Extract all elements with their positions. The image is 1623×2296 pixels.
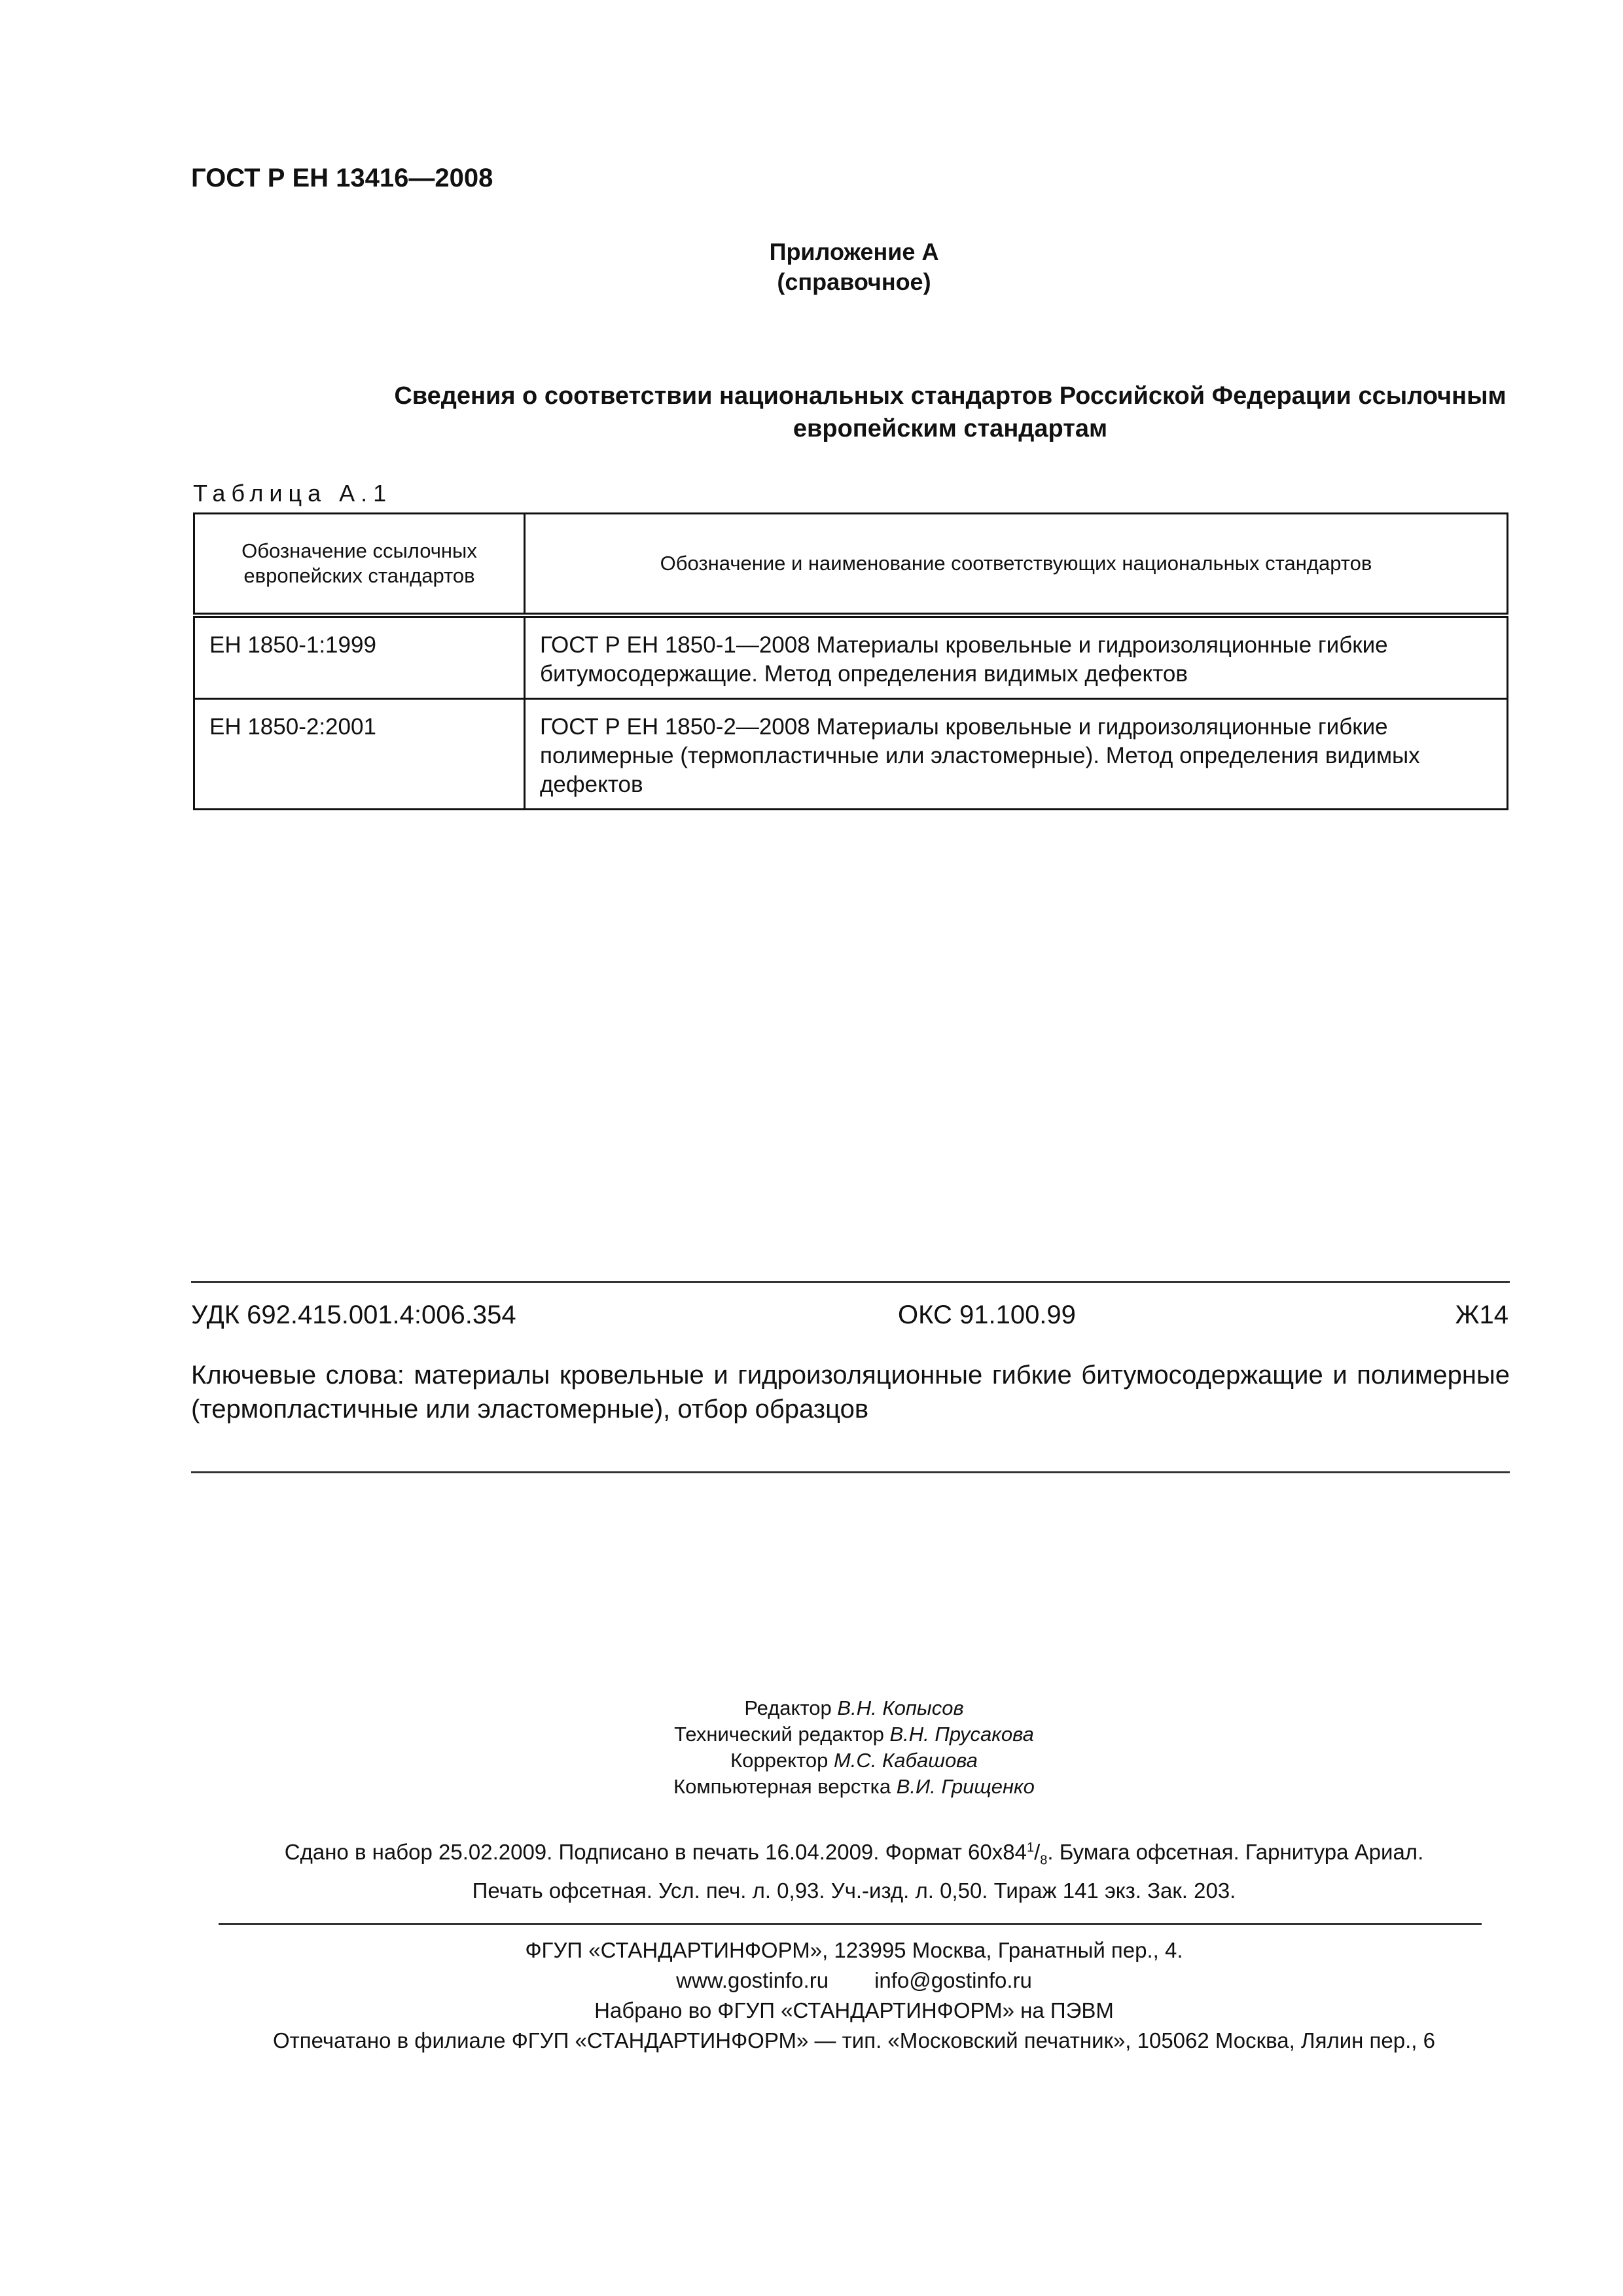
- print-info-line1: Сдано в набор 25.02.2009. Подписано в печать 16.04.2009. Формат $60х84^1/_8$. Бумага офсетная. Гарнитура Ариал.: [284, 1840, 1424, 1868]
- table-row: [194, 699, 1508, 810]
- publisher-block: [0, 1935, 1623, 2056]
- keywords: Ключевые слова: материалы кровельные и гидроизоляционные гибкие битумосодержащие и полимерные (термопластичные или эластомерные), отбор образцов: [191, 1361, 1510, 1424]
- national-standard-cell: ГОСТ Р ЕН 1850-1—2008 Материалы кровельные и гидроизоляционные гибкие битумосодержащие. Метод определения видимых дефектов: [525, 615, 1508, 699]
- print-info-line2: Печать офсетная. Усл. печ. л. 0,93. Уч.-изд. л. 0,50. Тираж 141 экз. Зак. 203.: [472, 1878, 1236, 1903]
- udk-code: УДК 692.415.001.4:006.354: [191, 1300, 516, 1329]
- section-title: [191, 380, 1623, 445]
- divider-publisher: [219, 1923, 1482, 1925]
- oks-code: ОКС 91.100.99: [898, 1300, 1076, 1329]
- standards-table: [193, 512, 1508, 810]
- section-title-line2: европейским стандартам: [793, 415, 1108, 442]
- section-title-line1: Сведения о соответствии национальных стандартов Российской Федерации ссылочным: [394, 382, 1507, 410]
- publisher-address: ФГУП «СТАНДАРТИНФОРМ», 123995 Москва, Гранатный пер., 4.: [525, 1938, 1183, 1962]
- tech-editor-line: Технический редактор В.Н. Прусакова: [674, 1723, 1034, 1746]
- ref-standard-cell: ЕН 1850-1:1999: [194, 615, 525, 699]
- website-link[interactable]: www.gostinfo.ru: [676, 1968, 829, 1992]
- typeset-line: Набрано во ФГУП «СТАНДАРТИНФОРМ» на ПЭВМ: [594, 1998, 1114, 2022]
- divider-top: [191, 1281, 1510, 1283]
- header-ref-standards: Обозначение ссылочных европейских стандартов: [194, 514, 525, 616]
- corrector-line: Корректор М.С. Кабашова: [730, 1749, 978, 1772]
- national-standard-cell: ГОСТ Р ЕН 1850-2—2008 Материалы кровельные и гидроизоляционные гибкие полимерные (термопластичные или эластомерные). Метод определения видимых дефектов: [525, 699, 1508, 810]
- editor-line: Редактор В.Н. Копысов: [744, 1696, 964, 1719]
- layout-name: В.И. Грищенко: [896, 1775, 1035, 1798]
- header-national-standards: Обозначение и наименование соответствующих национальных стандартов: [525, 514, 1508, 616]
- credits-block: [0, 1695, 1623, 1800]
- annex-heading: [0, 237, 1623, 297]
- publisher-contacts: [0, 1965, 1623, 1996]
- annex-title: Приложение А: [769, 238, 939, 265]
- email-link[interactable]: info@gostinfo.ru: [874, 1968, 1032, 1992]
- print-info: [0, 1833, 1623, 1906]
- editor-name: В.Н. Копысов: [837, 1696, 964, 1719]
- corrector-name: М.С. Кабашова: [833, 1749, 978, 1772]
- annex-type: (справочное): [777, 268, 931, 295]
- divider-bottom: [191, 1471, 1510, 1473]
- printed-line: Отпечатано в филиале ФГУП «СТАНДАРТИНФОРМ» — тип. «Московский печатник», 105062 Москва, Лялин пер., 6: [273, 2028, 1435, 2053]
- document-code: ГОСТ Р ЕН 13416—2008: [191, 164, 493, 192]
- ref-standard-cell: ЕН 1850-2:2001: [194, 699, 525, 810]
- layout-line: Компьютерная верстка В.И. Грищенко: [673, 1775, 1035, 1798]
- table-row: [194, 615, 1508, 699]
- tech-editor-name: В.Н. Прусакова: [889, 1723, 1034, 1746]
- classification-code: Ж14: [1455, 1300, 1508, 1329]
- table-header-row: [194, 514, 1508, 616]
- table-caption: Таблица А.1: [193, 480, 393, 507]
